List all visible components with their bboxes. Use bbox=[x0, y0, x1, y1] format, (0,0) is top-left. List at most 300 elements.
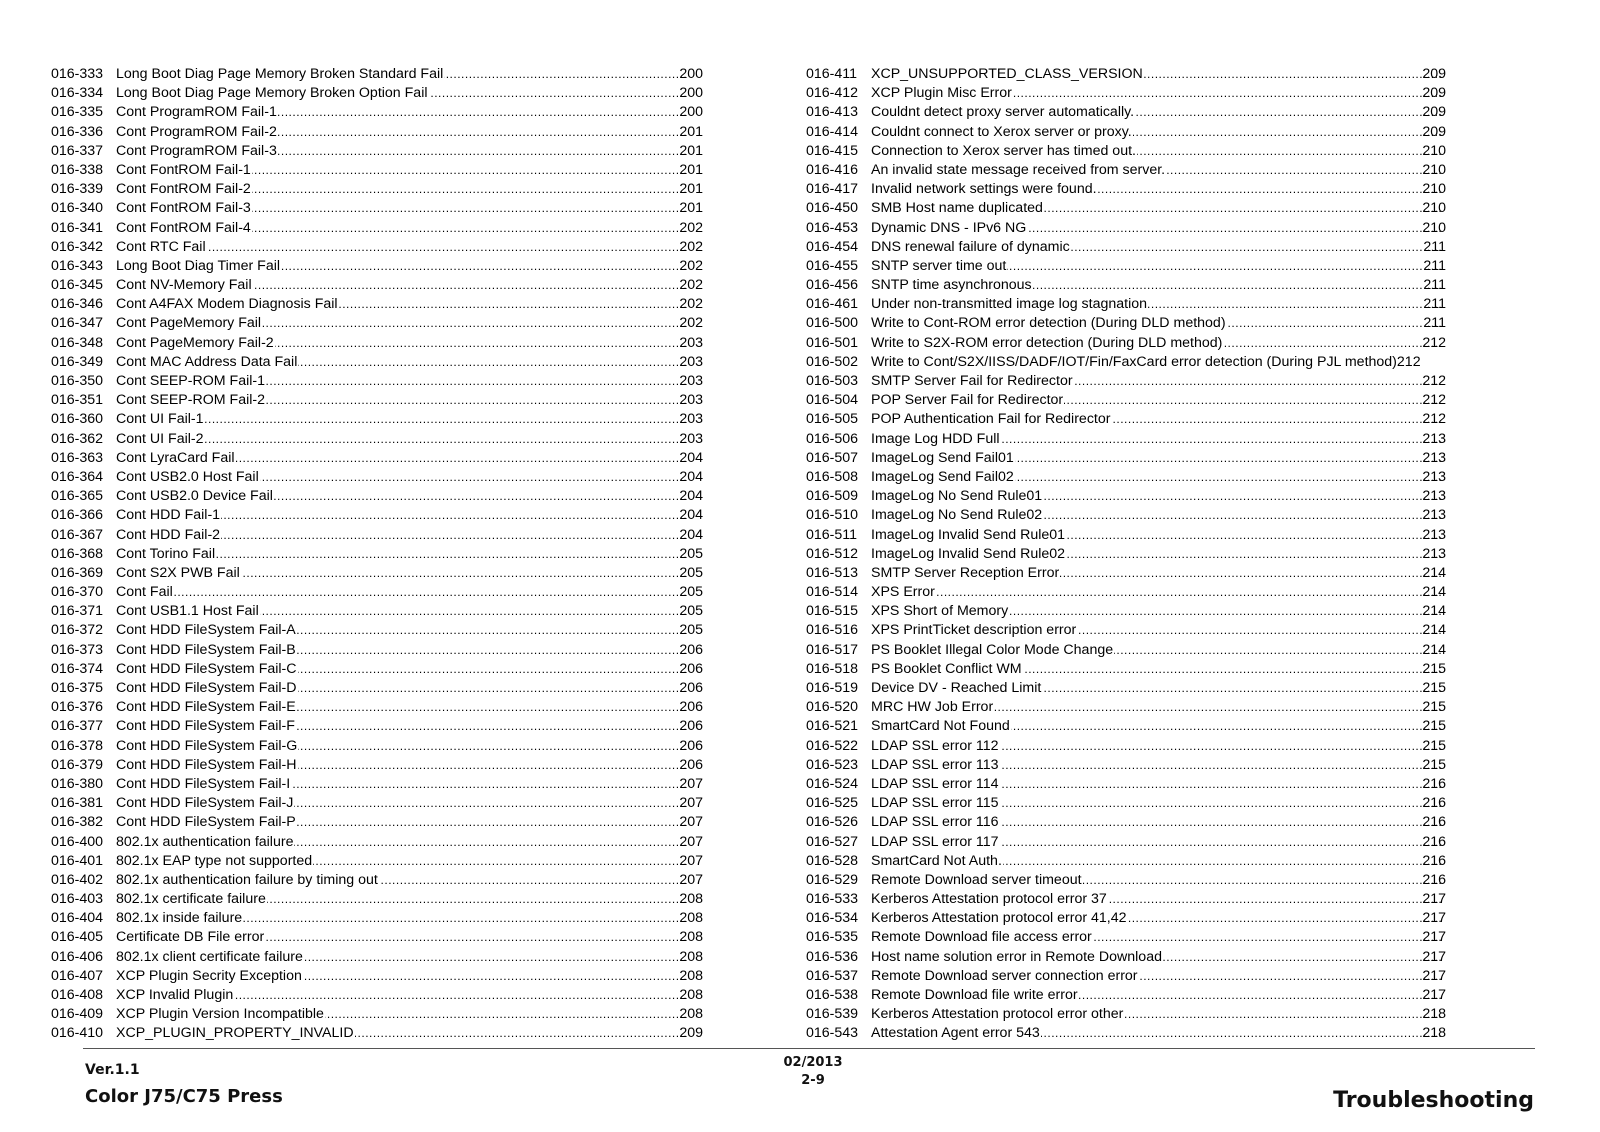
fault-code: 016-510 bbox=[806, 507, 859, 524]
page-reference: 210 bbox=[1422, 142, 1446, 159]
fault-title: XCP_UNSUPPORTED_CLASS_VERSION bbox=[871, 66, 1143, 82]
toc-entry[interactable] bbox=[806, 372, 1456, 391]
fault-title: Cont HDD FileSystem Fail-J bbox=[116, 795, 294, 812]
page-reference: 215 bbox=[1422, 756, 1446, 773]
toc-entry[interactable] bbox=[51, 583, 703, 602]
fault-code: 016-412 bbox=[806, 85, 859, 102]
fault-title: Cont HDD Fail-1 bbox=[116, 507, 221, 524]
toc-entry[interactable] bbox=[51, 717, 703, 736]
page-reference: 208 bbox=[679, 929, 703, 946]
fault-code: 016-343 bbox=[51, 257, 104, 274]
fault-code: 016-349 bbox=[51, 353, 104, 370]
toc-entry[interactable] bbox=[806, 314, 1456, 333]
toc-entry[interactable] bbox=[806, 334, 1456, 353]
toc-entry[interactable] bbox=[51, 871, 703, 890]
fault-code: 016-407 bbox=[51, 967, 104, 984]
fault-title: Cont HDD FileSystem Fail-F bbox=[116, 718, 295, 735]
fault-code: 016-367 bbox=[51, 526, 104, 543]
fault-code: 016-347 bbox=[51, 315, 104, 332]
toc-entry[interactable] bbox=[51, 180, 703, 199]
fault-code: 016-454 bbox=[806, 238, 859, 255]
toc-entry[interactable] bbox=[51, 123, 703, 142]
toc-entry[interactable] bbox=[806, 65, 1456, 84]
page-reference: 211 bbox=[1423, 257, 1446, 274]
fault-title: Cont HDD FileSystem Fail-B bbox=[116, 641, 296, 658]
toc-entry[interactable] bbox=[51, 84, 703, 103]
page-reference: 210 bbox=[1422, 161, 1446, 178]
toc-entry[interactable] bbox=[51, 526, 703, 545]
page-reference: 201 bbox=[679, 142, 703, 159]
fault-code: 016-527 bbox=[806, 833, 859, 850]
fault-title: Write to Cont/S2X/IISS/DADF/IOT/Fin/FaxCard error detection (During PJL method)212 bbox=[871, 353, 1421, 370]
page-reference: 206 bbox=[679, 660, 703, 677]
fault-code: 016-380 bbox=[51, 775, 104, 792]
fault-code: 016-414 bbox=[806, 123, 859, 140]
page-reference: 212 bbox=[1422, 373, 1446, 389]
toc-entry[interactable] bbox=[806, 756, 1456, 775]
page-reference: 203 bbox=[679, 373, 703, 389]
page-reference: 202 bbox=[679, 277, 703, 294]
fault-title: XCP Invalid Plugin bbox=[116, 987, 234, 1003]
toc-entry[interactable] bbox=[806, 199, 1456, 218]
toc-entry[interactable] bbox=[51, 391, 703, 410]
toc-entry[interactable] bbox=[51, 660, 703, 679]
fault-title: Cont HDD FileSystem Fail-G bbox=[116, 737, 298, 754]
page-reference: 213 bbox=[1422, 468, 1446, 485]
fault-title: ImageLog Send Fail01 bbox=[871, 449, 1014, 466]
fault-code: 016-366 bbox=[51, 507, 104, 524]
fault-title: Cont FontROM Fail-1 bbox=[116, 161, 251, 178]
toc-entry[interactable] bbox=[51, 449, 703, 468]
fault-title: PS Booklet Illegal Color Mode Change bbox=[871, 641, 1114, 658]
fault-code: 016-533 bbox=[806, 891, 859, 908]
toc-entry[interactable] bbox=[51, 621, 703, 640]
toc-entry[interactable] bbox=[806, 257, 1456, 276]
fault-code: 016-539 bbox=[806, 1006, 859, 1023]
fault-code: 016-371 bbox=[51, 603, 104, 620]
footer-product-name: Color J75/C75 Press bbox=[85, 1086, 283, 1107]
toc-entry[interactable] bbox=[806, 1005, 1456, 1024]
fault-code: 016-528 bbox=[806, 852, 859, 869]
toc-entry[interactable] bbox=[51, 430, 703, 449]
fault-code: 016-537 bbox=[806, 967, 859, 984]
toc-entry[interactable] bbox=[806, 583, 1456, 602]
toc-entry[interactable] bbox=[51, 410, 703, 429]
fault-code: 016-521 bbox=[806, 718, 859, 735]
fault-code: 016-523 bbox=[806, 756, 859, 773]
fault-title: Host name solution error in Remote Download bbox=[871, 948, 1162, 965]
page-reference: 208 bbox=[679, 910, 703, 927]
fault-title: Long Boot Diag Timer Fail bbox=[116, 257, 281, 274]
footer-date: 02/2013 bbox=[783, 1055, 843, 1070]
fault-code: 016-372 bbox=[51, 622, 104, 639]
fault-code: 016-365 bbox=[51, 488, 104, 505]
toc-entry[interactable] bbox=[806, 890, 1456, 909]
fault-code: 016-512 bbox=[806, 545, 859, 562]
fault-title: LDAP SSL error 117 bbox=[871, 833, 999, 850]
page-reference: 208 bbox=[679, 967, 703, 984]
fault-code: 016-509 bbox=[806, 488, 859, 505]
fault-title: Cont LyraCard Fail bbox=[116, 449, 235, 466]
fault-code: 016-535 bbox=[806, 929, 859, 946]
toc-entry[interactable] bbox=[51, 948, 703, 967]
page-reference: 202 bbox=[679, 238, 703, 255]
fault-title: Kerberos Attestation protocol error 41,42 bbox=[871, 910, 1127, 927]
toc-entry[interactable] bbox=[51, 295, 703, 314]
fault-title: Invalid network settings were found. bbox=[871, 181, 1097, 198]
page-reference: 212 bbox=[1422, 411, 1446, 428]
fault-code: 016-340 bbox=[51, 200, 104, 217]
fault-title: Cont SEEP-ROM Fail-2 bbox=[116, 392, 266, 409]
fault-title: SNTP server time out bbox=[871, 257, 1007, 274]
toc-entry[interactable] bbox=[806, 449, 1456, 468]
fault-code: 016-513 bbox=[806, 564, 859, 581]
fault-title: Cont ProgramROM Fail-3 bbox=[116, 142, 277, 159]
footer-page-number: 2-9 bbox=[801, 1073, 825, 1088]
toc-entry[interactable] bbox=[51, 545, 703, 564]
fault-code: 016-377 bbox=[51, 718, 104, 735]
toc-entry[interactable] bbox=[51, 487, 703, 506]
page-reference: 215 bbox=[1422, 718, 1446, 735]
toc-entry[interactable] bbox=[806, 276, 1456, 295]
toc-entry[interactable] bbox=[51, 756, 703, 775]
fault-code: 016-519 bbox=[806, 680, 859, 696]
toc-entry[interactable] bbox=[806, 813, 1456, 832]
page-reference: 206 bbox=[679, 699, 703, 716]
page-reference: 202 bbox=[679, 219, 703, 236]
toc-entry[interactable] bbox=[806, 526, 1456, 545]
toc-entry[interactable] bbox=[51, 372, 703, 391]
fault-code: 016-406 bbox=[51, 948, 104, 965]
toc-entry[interactable] bbox=[806, 295, 1456, 314]
page-reference: 205 bbox=[679, 584, 703, 601]
page-reference: 211 bbox=[1423, 296, 1446, 313]
toc-entry[interactable] bbox=[806, 986, 1456, 1005]
toc-entry[interactable] bbox=[51, 334, 703, 353]
fault-code: 016-461 bbox=[806, 296, 859, 313]
toc-entry[interactable] bbox=[51, 641, 703, 660]
fault-title: Cont HDD Fail-2 bbox=[116, 526, 221, 543]
fault-title: Couldnt connect to Xerox server or proxy. bbox=[871, 123, 1132, 140]
toc-entry[interactable] bbox=[51, 65, 703, 84]
toc-entry[interactable] bbox=[51, 986, 703, 1005]
toc-entry[interactable] bbox=[51, 1024, 703, 1043]
toc-entry[interactable] bbox=[806, 775, 1456, 794]
toc-entry[interactable] bbox=[806, 353, 1456, 372]
fault-code: 016-341 bbox=[51, 219, 104, 236]
fault-code: 016-526 bbox=[806, 814, 859, 831]
toc-entry[interactable] bbox=[806, 717, 1456, 736]
fault-code: 016-508 bbox=[806, 468, 859, 485]
toc-entry[interactable] bbox=[806, 871, 1456, 890]
fault-code: 016-515 bbox=[806, 603, 859, 620]
page-reference: 217 bbox=[1422, 948, 1446, 965]
toc-right-column bbox=[806, 65, 1456, 1044]
fault-title: Cont RTC Fail bbox=[116, 238, 206, 255]
toc-entry[interactable] bbox=[806, 737, 1456, 756]
fault-code: 016-529 bbox=[806, 871, 859, 888]
fault-title: Cont Fail bbox=[116, 584, 173, 601]
toc-entry[interactable] bbox=[51, 219, 703, 238]
fault-title: Cont HDD FileSystem Fail-C bbox=[116, 660, 297, 677]
fault-title: SmartCard Not Found bbox=[871, 718, 1010, 735]
fault-title: An invalid state message received from server. bbox=[871, 161, 1166, 178]
page-reference: 205 bbox=[679, 564, 703, 581]
page-reference: 204 bbox=[679, 507, 703, 524]
fault-code: 016-379 bbox=[51, 756, 104, 773]
toc-entry[interactable] bbox=[806, 123, 1456, 142]
fault-code: 016-373 bbox=[51, 641, 104, 658]
fault-title: Cont NV-Memory Fail bbox=[116, 277, 252, 294]
toc-entry[interactable] bbox=[806, 660, 1456, 679]
toc-entry[interactable] bbox=[806, 928, 1456, 947]
page-reference: 211 bbox=[1423, 277, 1446, 294]
fault-title: Cont HDD FileSystem Fail-D bbox=[116, 680, 297, 696]
toc-entry[interactable] bbox=[51, 909, 703, 928]
fault-code: 016-413 bbox=[806, 104, 859, 121]
toc-entry[interactable] bbox=[806, 909, 1456, 928]
page-reference: 203 bbox=[679, 334, 703, 351]
fault-code: 016-536 bbox=[806, 948, 859, 965]
toc-entry[interactable] bbox=[51, 199, 703, 218]
page-reference: 217 bbox=[1422, 910, 1446, 927]
fault-title: Device DV - Reached Limit bbox=[871, 680, 1042, 696]
fault-code: 016-455 bbox=[806, 257, 859, 274]
fault-code: 016-417 bbox=[806, 181, 859, 198]
toc-entry[interactable] bbox=[806, 238, 1456, 257]
fault-code: 016-342 bbox=[51, 238, 104, 255]
fault-code: 016-524 bbox=[806, 775, 859, 792]
toc-entry[interactable] bbox=[51, 564, 703, 583]
fault-title: Couldnt detect proxy server automatically. bbox=[871, 104, 1135, 121]
fault-title: Under non-transmitted image log stagnation bbox=[871, 296, 1148, 313]
fault-title: POP Authentication Fail for Redirector bbox=[871, 411, 1111, 428]
toc-entry[interactable] bbox=[806, 698, 1456, 717]
toc-entry[interactable] bbox=[806, 967, 1456, 986]
page-reference: 216 bbox=[1422, 852, 1446, 869]
fault-title: Cont USB1.1 Host Fail bbox=[116, 603, 259, 620]
fault-title: SMB Host name duplicated bbox=[871, 200, 1043, 217]
page-reference: 204 bbox=[679, 488, 703, 505]
fault-title: 802.1x authentication failure bbox=[116, 833, 294, 850]
page-reference: 213 bbox=[1422, 449, 1446, 466]
toc-entry[interactable] bbox=[806, 103, 1456, 122]
fault-code: 016-382 bbox=[51, 814, 104, 831]
toc-entry[interactable] bbox=[51, 775, 703, 794]
fault-code: 016-370 bbox=[51, 584, 104, 601]
fault-title: LDAP SSL error 112 bbox=[871, 737, 999, 754]
page-reference: 213 bbox=[1422, 488, 1446, 505]
fault-title: Cont ProgramROM Fail-2 bbox=[116, 123, 277, 140]
page-reference: 207 bbox=[679, 814, 703, 831]
page-reference: 207 bbox=[679, 833, 703, 850]
fault-title: Write to S2X-ROM error detection (During DLD method) bbox=[871, 334, 1223, 351]
page-reference: 218 bbox=[1422, 1006, 1446, 1023]
toc-entry[interactable] bbox=[806, 641, 1456, 660]
page-reference: 214 bbox=[1422, 584, 1446, 601]
toc-entry[interactable] bbox=[51, 928, 703, 947]
page-reference: 208 bbox=[679, 987, 703, 1003]
toc-entry[interactable] bbox=[806, 430, 1456, 449]
page-reference: 208 bbox=[679, 1006, 703, 1023]
page-reference: 206 bbox=[679, 756, 703, 773]
fault-code: 016-534 bbox=[806, 910, 859, 927]
fault-title: XCP Plugin Secrity Exception bbox=[116, 967, 302, 984]
fault-title: XCP Plugin Misc Error bbox=[871, 85, 1012, 102]
toc-entry[interactable] bbox=[806, 487, 1456, 506]
page-reference: 214 bbox=[1422, 641, 1446, 658]
toc-entry[interactable] bbox=[806, 410, 1456, 429]
toc-entry[interactable] bbox=[51, 698, 703, 717]
fault-title: Cont HDD FileSystem Fail-E bbox=[116, 699, 296, 716]
fault-code: 016-348 bbox=[51, 334, 104, 351]
page-reference: 212 bbox=[1422, 334, 1446, 351]
page-reference: 209 bbox=[679, 1025, 703, 1042]
fault-title: Attestation Agent error 543 bbox=[871, 1025, 1040, 1042]
fault-title: Cont FontROM Fail-2 bbox=[116, 181, 251, 198]
toc-entry[interactable] bbox=[51, 257, 703, 276]
toc-entry[interactable] bbox=[51, 794, 703, 813]
toc-entry[interactable] bbox=[51, 506, 703, 525]
fault-code: 016-374 bbox=[51, 660, 104, 677]
toc-entry[interactable] bbox=[51, 353, 703, 372]
toc-entry[interactable] bbox=[51, 276, 703, 295]
fault-title: ImageLog Send Fail02 bbox=[871, 468, 1014, 485]
fault-title: SNTP time asynchronous bbox=[871, 277, 1032, 294]
fault-title: 802.1x authentication failure by timing out bbox=[116, 871, 378, 888]
page-reference: 207 bbox=[679, 852, 703, 869]
fault-code: 016-450 bbox=[806, 200, 859, 217]
page-reference: 210 bbox=[1422, 181, 1446, 198]
page-reference: 204 bbox=[679, 526, 703, 543]
fault-code: 016-520 bbox=[806, 699, 859, 716]
fault-title: Cont PageMemory Fail bbox=[116, 315, 262, 332]
fault-title: Cont UI Fail-2 bbox=[116, 430, 204, 447]
toc-entry[interactable] bbox=[51, 468, 703, 487]
page-reference: 206 bbox=[679, 737, 703, 754]
fault-code: 016-369 bbox=[51, 564, 104, 581]
fault-title: Cont Torino Fail bbox=[116, 545, 216, 562]
fault-title: Cont S2X PWB Fail bbox=[116, 564, 240, 581]
toc-entry[interactable] bbox=[806, 852, 1456, 871]
toc-entry[interactable] bbox=[806, 679, 1456, 698]
toc-entry[interactable] bbox=[51, 238, 703, 257]
fault-title: 802.1x client certificate failure bbox=[116, 948, 303, 965]
toc-entry[interactable] bbox=[51, 890, 703, 909]
fault-title: 802.1x EAP type not supported bbox=[116, 852, 313, 869]
toc-entry[interactable] bbox=[51, 142, 703, 161]
page-reference: 205 bbox=[679, 622, 703, 639]
toc-entry[interactable] bbox=[806, 948, 1456, 967]
page-reference: 202 bbox=[679, 257, 703, 274]
fault-title: SmartCard Not Auth. bbox=[871, 852, 1002, 869]
fault-title: XPS Error bbox=[871, 584, 935, 601]
toc-entry[interactable] bbox=[806, 84, 1456, 103]
toc-entry[interactable] bbox=[806, 564, 1456, 583]
page-reference: 216 bbox=[1422, 833, 1446, 850]
fault-title: XPS PrintTicket description error bbox=[871, 622, 1077, 639]
fault-title: LDAP SSL error 116 bbox=[871, 814, 999, 831]
toc-entry[interactable] bbox=[806, 219, 1456, 238]
page-reference: 215 bbox=[1422, 699, 1446, 716]
page-reference: 216 bbox=[1422, 871, 1446, 888]
page-reference: 209 bbox=[1422, 104, 1446, 121]
fault-code: 016-376 bbox=[51, 699, 104, 716]
toc-entry[interactable] bbox=[51, 852, 703, 871]
page-reference: 203 bbox=[679, 411, 703, 428]
fault-title: PS Booklet Conflict WM bbox=[871, 660, 1022, 677]
page-reference: 204 bbox=[679, 468, 703, 485]
fault-code: 016-337 bbox=[51, 142, 104, 159]
toc-entry[interactable] bbox=[806, 545, 1456, 564]
fault-code: 016-403 bbox=[51, 891, 104, 908]
toc-entry[interactable] bbox=[51, 967, 703, 986]
toc-entry[interactable] bbox=[51, 314, 703, 333]
toc-entry[interactable] bbox=[806, 602, 1456, 621]
toc-entry[interactable] bbox=[51, 602, 703, 621]
fault-code: 016-415 bbox=[806, 142, 859, 159]
fault-title: Remote Download file access error bbox=[871, 929, 1092, 946]
fault-code: 016-400 bbox=[51, 833, 104, 850]
toc-entry[interactable] bbox=[806, 794, 1456, 813]
page-reference: 205 bbox=[679, 545, 703, 562]
fault-title: Cont SEEP-ROM Fail-1 bbox=[116, 373, 266, 389]
toc-entry[interactable] bbox=[51, 679, 703, 698]
page-reference: 200 bbox=[679, 104, 703, 121]
page-reference: 211 bbox=[1423, 238, 1446, 255]
toc-entry[interactable] bbox=[806, 833, 1456, 852]
fault-code: 016-351 bbox=[51, 392, 104, 409]
fault-title: Cont HDD FileSystem Fail-I bbox=[116, 775, 291, 792]
toc-entry[interactable] bbox=[51, 813, 703, 832]
fault-code: 016-503 bbox=[806, 373, 859, 389]
toc-entry[interactable] bbox=[51, 1005, 703, 1024]
fault-title: XCP_PLUGIN_PROPERTY_INVALID bbox=[116, 1025, 354, 1042]
toc-entry[interactable] bbox=[51, 737, 703, 756]
toc-entry[interactable] bbox=[51, 833, 703, 852]
toc-entry[interactable] bbox=[806, 506, 1456, 525]
page-reference: 215 bbox=[1422, 680, 1446, 696]
toc-entry[interactable] bbox=[806, 621, 1456, 640]
toc-entry[interactable] bbox=[51, 161, 703, 180]
fault-code: 016-350 bbox=[51, 373, 104, 389]
fault-code: 016-505 bbox=[806, 411, 859, 428]
toc-entry[interactable] bbox=[806, 142, 1456, 161]
toc-entry[interactable] bbox=[806, 391, 1456, 410]
toc-entry[interactable] bbox=[806, 180, 1456, 199]
toc-entry[interactable] bbox=[806, 468, 1456, 487]
toc-entry[interactable] bbox=[51, 103, 703, 122]
fault-title: MRC HW Job Error bbox=[871, 699, 994, 716]
page-reference: 209 bbox=[1422, 66, 1446, 82]
page-reference: 208 bbox=[679, 948, 703, 965]
fault-code: 016-381 bbox=[51, 795, 104, 812]
fault-title: ImageLog Invalid Send Rule01 bbox=[871, 526, 1066, 543]
fault-code: 016-543 bbox=[806, 1025, 859, 1042]
fault-code: 016-346 bbox=[51, 296, 104, 313]
toc-entry[interactable] bbox=[806, 1024, 1456, 1043]
fault-title: Cont USB2.0 Device Fail bbox=[116, 488, 273, 505]
page-reference: 213 bbox=[1422, 507, 1446, 524]
fault-title: Cont ProgramROM Fail-1 bbox=[116, 104, 277, 121]
fault-title: Connection to Xerox server has timed out. bbox=[871, 142, 1136, 159]
fault-code: 016-402 bbox=[51, 871, 104, 888]
fault-code: 016-338 bbox=[51, 161, 104, 178]
toc-entry[interactable] bbox=[806, 161, 1456, 180]
fault-code: 016-362 bbox=[51, 430, 104, 447]
fault-title: Image Log HDD Full bbox=[871, 430, 1000, 447]
fault-code: 016-333 bbox=[51, 66, 104, 82]
